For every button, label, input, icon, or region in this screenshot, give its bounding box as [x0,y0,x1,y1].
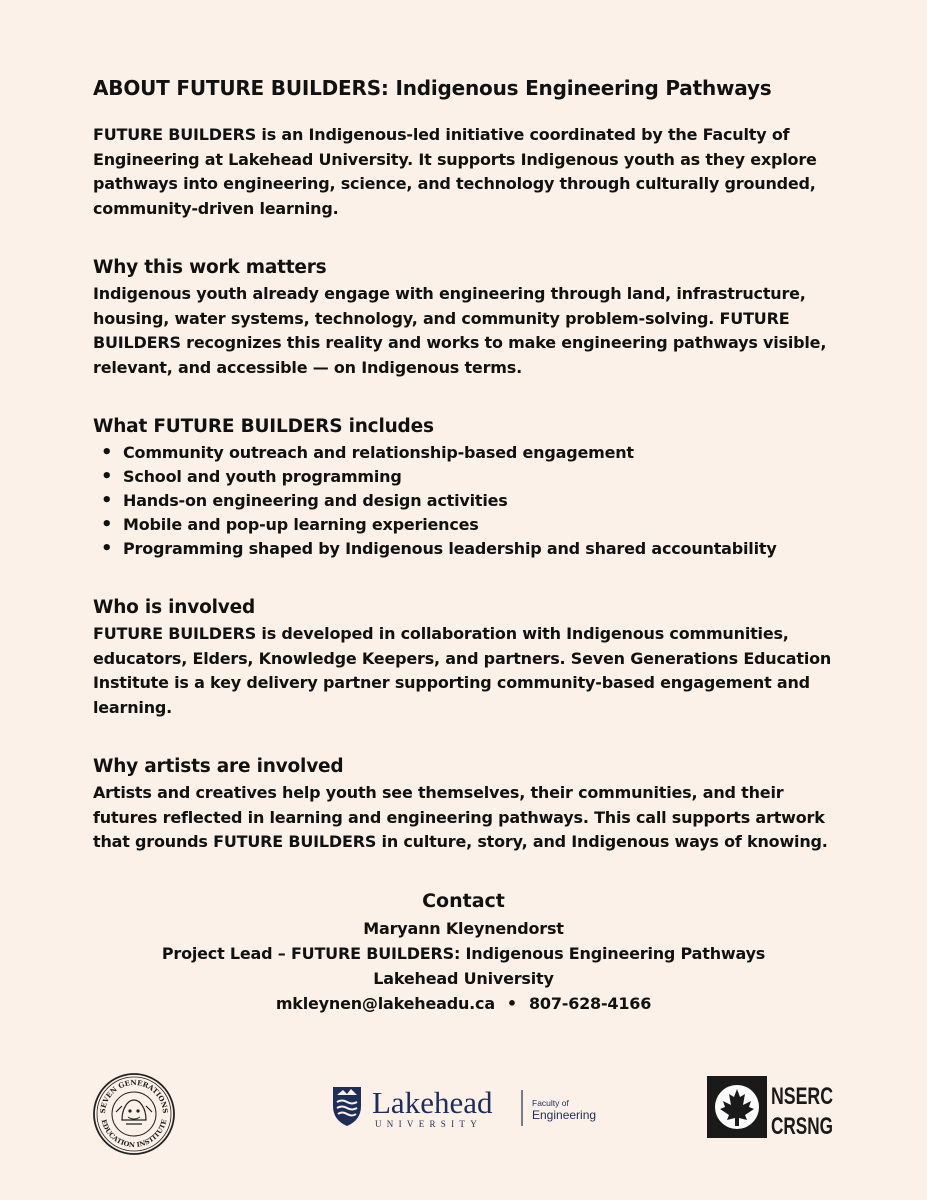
section-heading: Why this work matters [93,257,327,278]
lakehead-wordmark: Lakehead [372,1085,493,1120]
separator-bullet: • [506,994,517,1013]
svg-text:EDUCATION INSTITUTE [100,1119,169,1150]
section-body: Indigenous youth already engage with engineering through land, infrastructure, housing, water systems, technology, and community problem-solving. FUTURE BUILDERS recognizes this reality and works to make engineering pathways visible, relevant, and accessible — on Indigenous terms. [93,284,827,377]
intro-paragraph: FUTURE BUILDERS is an Indigenous-led initiative coordinated by the Faculty of Engineering at Lakehead University. It supports Indigenous youth as they explore pathways into engineering, science, and technology through culturally grounded, community-driven learning. [93,125,817,218]
lakehead-university-logo [330,1082,610,1132]
crsng-text: CRSNG [771,1113,833,1140]
logo-row [0,1070,927,1150]
contact-details [93,991,834,1016]
list-item: • Mobile and pop-up learning experiences [123,513,853,537]
contact-email[interactable]: mkleynen@lakeheadu.ca [275,994,495,1013]
section-heading: Who is involved [93,597,255,618]
list-item: • School and youth programming [123,465,853,489]
contact-block [93,890,834,1016]
list-item: • Hands-on engineering and design activities [123,489,853,513]
lakehead-university-text: UNIVERSITY [375,1119,482,1129]
contact-org: Lakehead University [373,969,554,988]
contact-role: Project Lead – FUTURE BUILDERS: Indigenous Engineering Pathways [161,944,766,963]
list-item: • Programming shaped by Indigenous leadership and shared accountability [123,537,853,561]
sgei-bottom-text: EDUCATION INSTITUTE [99,1118,169,1150]
list-item: • Community outreach and relationship-based engagement [123,441,853,465]
sgei-top-text: SEVEN GENERATIONS [97,1077,171,1114]
lakehead-shield-icon [333,1087,361,1126]
faculty-of-text: Faculty of [532,1098,569,1108]
section-why-matters [93,257,853,380]
document-body [93,76,853,855]
contact-phone[interactable]: 807-628-4166 [528,994,652,1013]
section-who-involved [93,597,853,720]
page-title: ABOUT FUTURE BUILDERS: Indigenous Engineering Pathways [93,76,772,100]
includes-list [93,441,853,561]
section-heading: Why artists are involved [93,756,344,777]
contact-heading: Contact [422,890,505,912]
faculty-engineering-text: Engineering [532,1108,597,1122]
sgei-seal-logo [92,1072,176,1156]
section-artists [93,756,853,855]
nserc-text: NSERC [771,1083,833,1110]
section-body: FUTURE BUILDERS is developed in collaboration with Indigenous communities, educators, Elders, Knowledge Keepers, and partners. Seven Generations Education Institute is a key delivery partner supporting community-based engagement and learning. [93,624,832,717]
section-body: Artists and creatives help youth see themselves, their communities, and their futures reflected in learning and engineering pathways. This call supports artwork that grounds FUTURE BUILDERS in culture, story, and Indigenous ways of knowing. [93,783,828,851]
section-includes [93,416,853,561]
nserc-crsng-logo [707,1076,837,1140]
contact-name: Maryann Kleynendorst [363,919,564,938]
section-heading: What FUTURE BUILDERS includes [93,416,434,437]
